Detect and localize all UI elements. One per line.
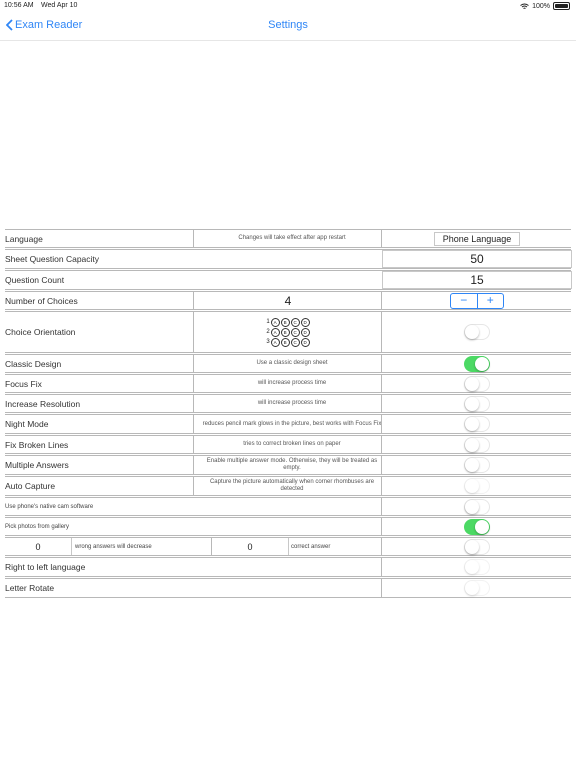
row-focus-fix xyxy=(5,374,571,393)
toggle-knob xyxy=(465,458,479,472)
bubble-c: C xyxy=(291,338,300,347)
night-toggle-cell xyxy=(381,415,572,433)
battery-icon xyxy=(553,2,570,10)
native-label: Use phone's native cam software xyxy=(5,503,94,510)
row-number-of-choices xyxy=(5,291,571,310)
question-count-field[interactable]: 15 xyxy=(382,271,572,289)
bubble-d: D xyxy=(301,328,310,337)
bubble-d: D xyxy=(301,338,310,347)
rotate-toggle-cell xyxy=(381,579,572,597)
bubble-b: B xyxy=(281,328,290,337)
correct-count-field[interactable]: 0 xyxy=(211,538,289,555)
penalty-toggle[interactable] xyxy=(464,539,490,555)
resolution-toggle-cell xyxy=(381,395,572,412)
resolution-note: will increase process time xyxy=(193,395,390,412)
gallery-toggle-cell xyxy=(381,518,572,535)
increment-button[interactable]: + xyxy=(486,293,494,307)
language-cell xyxy=(381,230,572,247)
capacity-field[interactable]: 50 xyxy=(382,250,572,268)
row-native-cam xyxy=(5,497,571,516)
choices-value: 4 xyxy=(193,292,382,309)
language-label: Language xyxy=(5,233,43,244)
line-number: 1 xyxy=(266,319,270,325)
toggle-knob xyxy=(465,417,479,431)
choices-stepper-cell xyxy=(381,292,572,309)
bubble-a: A xyxy=(271,328,280,337)
toggle-knob xyxy=(465,479,479,493)
line-number: 3 xyxy=(266,339,270,345)
bubble-b: B xyxy=(281,318,290,327)
bubble-a: A xyxy=(271,318,280,327)
broken-label: Fix Broken Lines xyxy=(5,439,69,450)
focus-toggle-cell xyxy=(381,375,572,392)
orientation-toggle-cell xyxy=(381,312,572,352)
row-question-count xyxy=(5,270,571,290)
language-note: Changes will take effect after app restart xyxy=(193,230,390,247)
classic-toggle[interactable] xyxy=(464,356,490,372)
auto-label: Auto Capture xyxy=(5,481,56,491)
row-penalty xyxy=(5,537,571,556)
status-time: 10:56 AM xyxy=(4,2,34,9)
choices-label: Number of Choices xyxy=(5,295,78,306)
bubble-c: C xyxy=(291,318,300,327)
row-fix-broken-lines xyxy=(5,435,571,454)
row-increase-resolution xyxy=(5,394,571,413)
bubble-d: D xyxy=(301,318,310,327)
row-classic-design xyxy=(5,354,571,373)
row-language xyxy=(5,229,571,248)
decrement-button[interactable]: − xyxy=(451,294,478,308)
multiple-toggle-cell xyxy=(381,456,572,474)
night-toggle[interactable] xyxy=(464,416,490,432)
toggle-knob xyxy=(475,357,489,371)
wifi-icon xyxy=(520,3,529,10)
back-label: Exam Reader xyxy=(15,19,83,31)
rtl-label: Right to left language xyxy=(5,562,86,572)
wrong-answers-label: wrong answers will decrease xyxy=(75,543,152,550)
auto-toggle[interactable] xyxy=(464,478,490,494)
choices-stepper[interactable] xyxy=(450,293,504,309)
status-right xyxy=(520,2,570,10)
gallery-label: Pick photos from gallery xyxy=(5,523,70,530)
row-rtl-language xyxy=(5,557,571,577)
row-night-mode xyxy=(5,414,571,434)
toggle-knob xyxy=(465,325,479,339)
multiple-toggle[interactable] xyxy=(464,457,490,473)
focus-note: will increase process time xyxy=(193,375,390,392)
orientation-label: Choice Orientation xyxy=(5,327,76,337)
bubble-a: A xyxy=(271,338,280,347)
orientation-line-1 xyxy=(266,317,309,327)
line-number: 2 xyxy=(266,329,270,335)
status-date: Wed Apr 10 xyxy=(41,2,78,9)
toggle-knob xyxy=(465,397,479,411)
rotate-label: Letter Rotate xyxy=(5,583,55,593)
toggle-knob xyxy=(465,581,479,595)
toggle-knob xyxy=(465,560,479,574)
row-auto-capture xyxy=(5,476,571,496)
question-count-label: Question Count xyxy=(5,275,65,285)
toggle-knob xyxy=(475,520,489,534)
page-title: Settings xyxy=(268,19,308,31)
classic-toggle-cell xyxy=(381,355,572,372)
focus-label: Focus Fix xyxy=(5,378,42,389)
resolution-toggle[interactable] xyxy=(464,396,490,412)
toggle-knob xyxy=(465,438,479,452)
rtl-toggle-cell xyxy=(381,558,572,576)
bubble-c: C xyxy=(291,328,300,337)
native-toggle-cell xyxy=(381,498,572,515)
night-label: Night Mode xyxy=(5,419,49,429)
auto-note: Capture the picture automatically when corner rhombuses are detected xyxy=(193,477,390,495)
classic-note: Use a classic design sheet xyxy=(193,355,390,372)
toggle-knob xyxy=(465,500,479,514)
row-sheet-capacity xyxy=(5,249,571,269)
focus-toggle[interactable] xyxy=(464,376,490,392)
multiple-note: Enable multiple answer mode. Otherwise, they will be treated as empty. xyxy=(193,456,390,474)
capacity-label: Sheet Question Capacity xyxy=(5,254,100,264)
gallery-toggle[interactable] xyxy=(464,519,490,535)
orientation-line-2 xyxy=(266,327,309,337)
row-multiple-answers xyxy=(5,455,571,475)
rtl-toggle[interactable] xyxy=(464,559,490,575)
broken-toggle[interactable] xyxy=(464,437,490,453)
orientation-line-3 xyxy=(266,337,309,347)
battery-percent: 100% xyxy=(532,2,550,10)
correct-answer-label: correct answer xyxy=(291,543,331,550)
classic-label: Classic Design xyxy=(5,358,62,369)
settings-table xyxy=(5,229,571,599)
orientation-preview xyxy=(193,312,382,352)
navigation-bar xyxy=(0,12,576,41)
row-choice-orientation xyxy=(5,311,571,353)
multiple-label: Multiple Answers xyxy=(5,460,69,470)
penalty-toggle-cell xyxy=(381,538,572,555)
toggle-knob xyxy=(465,377,479,391)
orientation-toggle[interactable] xyxy=(464,324,490,340)
row-pick-gallery xyxy=(5,517,571,536)
night-note: reduces pencil mark glows in the picture, best works with Focus Fix xyxy=(193,415,390,433)
toggle-knob xyxy=(465,540,479,554)
row-letter-rotate xyxy=(5,578,571,598)
language-select[interactable]: Phone Language xyxy=(434,232,521,246)
status-bar xyxy=(0,0,576,12)
auto-toggle-cell xyxy=(381,477,572,495)
broken-toggle-cell xyxy=(381,436,572,453)
rotate-toggle[interactable] xyxy=(464,580,490,596)
native-toggle[interactable] xyxy=(464,499,490,515)
broken-note: tries to correct broken lines on paper xyxy=(193,436,390,453)
resolution-label: Increase Resolution xyxy=(5,398,81,409)
wrong-count-field[interactable]: 0 xyxy=(5,538,72,555)
bubble-b: B xyxy=(281,338,290,347)
